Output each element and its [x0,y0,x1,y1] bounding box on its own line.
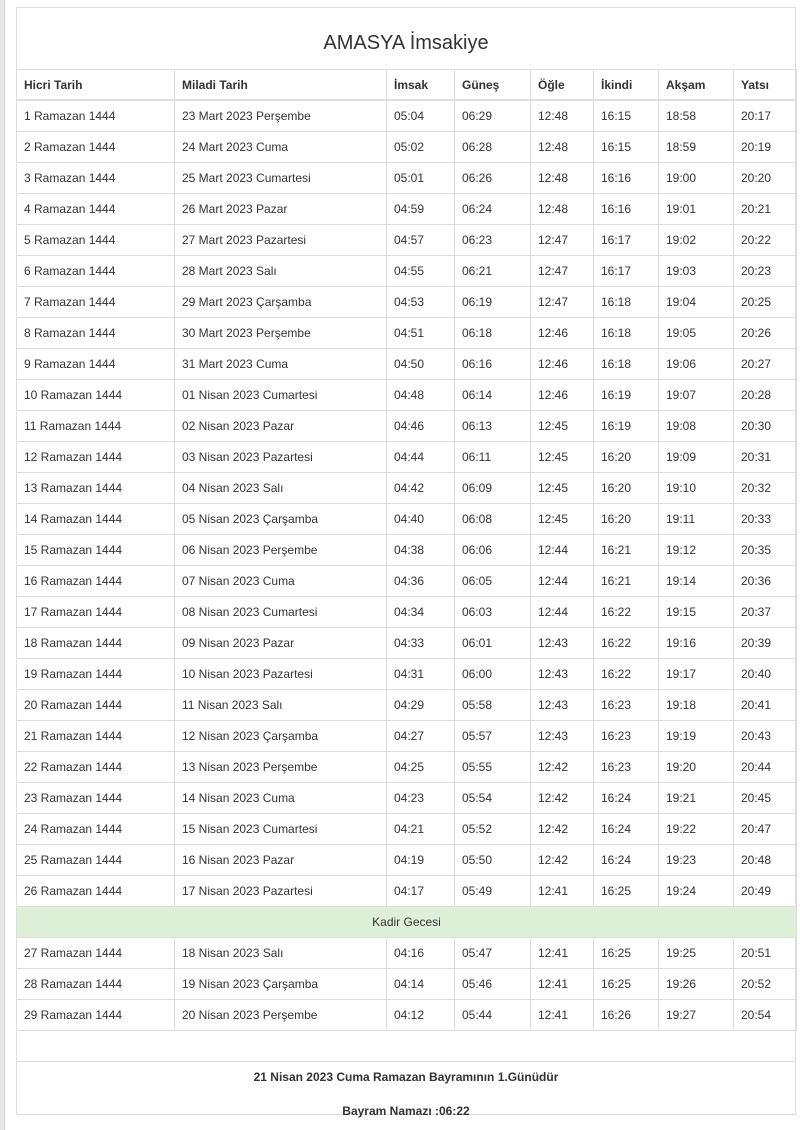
cell-miladi-tarih: 23 Mart 2023 Perşembe [175,100,387,132]
cell-yatsi: 20:36 [734,566,797,597]
cell-imsak: 04:42 [387,473,455,504]
cell-hicri-tarih: 26 Ramazan 1444 [17,876,175,907]
cell-ikindi: 16:18 [594,287,659,318]
table-row [17,752,797,783]
cell-ogle: 12:47 [531,256,594,287]
cell-imsak: 04:31 [387,659,455,690]
table-header [17,70,797,101]
cell-hicri-tarih: 23 Ramazan 1444 [17,783,175,814]
cell-aksam: 19:16 [659,628,734,659]
cell-aksam: 19:23 [659,845,734,876]
table-row [17,721,797,752]
footer-spacer [17,1031,795,1062]
bayram-namazi: Bayram Namazı :06:22 [342,1104,470,1118]
cell-ikindi: 16:22 [594,628,659,659]
cell-gunes: 06:26 [455,163,531,194]
cell-aksam: 19:20 [659,752,734,783]
cell-ikindi: 16:19 [594,411,659,442]
bayram-info: 21 Nisan 2023 Cuma Ramazan Bayramının 1.Günüdür [253,1070,559,1084]
cell-ogle: 12:41 [531,1000,594,1031]
cell-ogle: 12:42 [531,752,594,783]
cell-miladi-tarih: 18 Nisan 2023 Salı [175,938,387,969]
cell-ogle: 12:41 [531,969,594,1000]
cell-gunes: 06:28 [455,132,531,163]
cell-gunes: 06:14 [455,380,531,411]
cell-ogle: 12:48 [531,194,594,225]
cell-gunes: 05:47 [455,938,531,969]
cell-miladi-tarih: 05 Nisan 2023 Çarşamba [175,504,387,535]
cell-hicri-tarih: 24 Ramazan 1444 [17,814,175,845]
cell-gunes: 05:52 [455,814,531,845]
cell-imsak: 05:04 [387,100,455,132]
imsakiye-panel [16,7,796,1118]
cell-imsak: 05:01 [387,163,455,194]
table-row [17,132,797,163]
cell-hicri-tarih: 3 Ramazan 1444 [17,163,175,194]
table-row [17,535,797,566]
header-ikindi: İkindi [594,70,659,101]
cell-miladi-tarih: 04 Nisan 2023 Salı [175,473,387,504]
cell-gunes: 06:05 [455,566,531,597]
cell-aksam: 19:14 [659,566,734,597]
cell-gunes: 05:46 [455,969,531,1000]
cell-gunes: 06:13 [455,411,531,442]
cell-hicri-tarih: 14 Ramazan 1444 [17,504,175,535]
cell-hicri-tarih: 5 Ramazan 1444 [17,225,175,256]
cell-gunes: 06:19 [455,287,531,318]
cell-aksam: 19:00 [659,163,734,194]
cell-miladi-tarih: 12 Nisan 2023 Çarşamba [175,721,387,752]
cell-ikindi: 16:21 [594,566,659,597]
cell-hicri-tarih: 21 Ramazan 1444 [17,721,175,752]
table-row [17,256,797,287]
cell-yatsi: 20:27 [734,349,797,380]
table-row [17,783,797,814]
cell-yatsi: 20:44 [734,752,797,783]
cell-yatsi: 20:33 [734,504,797,535]
cell-miladi-tarih: 10 Nisan 2023 Pazartesi [175,659,387,690]
cell-imsak: 04:57 [387,225,455,256]
cell-aksam: 19:04 [659,287,734,318]
cell-ikindi: 16:17 [594,225,659,256]
cell-imsak: 04:48 [387,380,455,411]
cell-ogle: 12:45 [531,442,594,473]
cell-hicri-tarih: 8 Ramazan 1444 [17,318,175,349]
cell-gunes: 05:54 [455,783,531,814]
cell-miladi-tarih: 24 Mart 2023 Cuma [175,132,387,163]
cell-hicri-tarih: 15 Ramazan 1444 [17,535,175,566]
cell-ogle: 12:48 [531,132,594,163]
cell-ogle: 12:43 [531,628,594,659]
cell-gunes: 06:21 [455,256,531,287]
cell-ogle: 12:43 [531,659,594,690]
cell-imsak: 04:16 [387,938,455,969]
cell-imsak: 04:14 [387,969,455,1000]
cell-hicri-tarih: 10 Ramazan 1444 [17,380,175,411]
cell-gunes: 06:06 [455,535,531,566]
cell-aksam: 19:12 [659,535,734,566]
cell-ikindi: 16:26 [594,1000,659,1031]
cell-miladi-tarih: 26 Mart 2023 Pazar [175,194,387,225]
table-row [17,504,797,535]
cell-ogle: 12:41 [531,876,594,907]
cell-ikindi: 16:23 [594,721,659,752]
header-yatsi: Yatsı [734,70,797,101]
cell-imsak: 04:51 [387,318,455,349]
cell-miladi-tarih: 17 Nisan 2023 Pazartesi [175,876,387,907]
cell-miladi-tarih: 31 Mart 2023 Cuma [175,349,387,380]
cell-imsak: 04:53 [387,287,455,318]
table-row [17,163,797,194]
cell-hicri-tarih: 20 Ramazan 1444 [17,690,175,721]
cell-yatsi: 20:17 [734,100,797,132]
cell-ogle: 12:45 [531,411,594,442]
cell-miladi-tarih: 13 Nisan 2023 Perşembe [175,752,387,783]
cell-hicri-tarih: 17 Ramazan 1444 [17,597,175,628]
cell-ikindi: 16:23 [594,690,659,721]
cell-ikindi: 16:24 [594,814,659,845]
cell-ogle: 12:47 [531,225,594,256]
cell-yatsi: 20:28 [734,380,797,411]
cell-ikindi: 16:25 [594,938,659,969]
cell-miladi-tarih: 16 Nisan 2023 Pazar [175,845,387,876]
cell-ogle: 12:41 [531,938,594,969]
cell-yatsi: 20:35 [734,535,797,566]
cell-aksam: 19:19 [659,721,734,752]
cell-hicri-tarih: 9 Ramazan 1444 [17,349,175,380]
cell-yatsi: 20:22 [734,225,797,256]
table-row [17,876,797,907]
cell-hicri-tarih: 4 Ramazan 1444 [17,194,175,225]
cell-aksam: 19:27 [659,1000,734,1031]
cell-gunes: 05:50 [455,845,531,876]
cell-miladi-tarih: 02 Nisan 2023 Pazar [175,411,387,442]
cell-yatsi: 20:48 [734,845,797,876]
cell-hicri-tarih: 1 Ramazan 1444 [17,100,175,132]
cell-miladi-tarih: 07 Nisan 2023 Cuma [175,566,387,597]
cell-hicri-tarih: 18 Ramazan 1444 [17,628,175,659]
cell-gunes: 06:11 [455,442,531,473]
table-row [17,318,797,349]
cell-aksam: 19:22 [659,814,734,845]
kadir-gecesi-label: Kadir Gecesi [17,907,797,938]
cell-miladi-tarih: 30 Mart 2023 Perşembe [175,318,387,349]
cell-ogle: 12:42 [531,783,594,814]
cell-aksam: 19:26 [659,969,734,1000]
cell-yatsi: 20:19 [734,132,797,163]
cell-imsak: 05:02 [387,132,455,163]
cell-yatsi: 20:43 [734,721,797,752]
cell-miladi-tarih: 25 Mart 2023 Cumartesi [175,163,387,194]
header-row [17,70,797,101]
cell-imsak: 04:40 [387,504,455,535]
cell-ogle: 12:48 [531,163,594,194]
cell-ogle: 12:43 [531,690,594,721]
cell-ogle: 12:45 [531,473,594,504]
cell-ikindi: 16:19 [594,380,659,411]
cell-ikindi: 16:21 [594,535,659,566]
cell-ikindi: 16:16 [594,163,659,194]
cell-ogle: 12:42 [531,845,594,876]
cell-ogle: 12:44 [531,566,594,597]
cell-yatsi: 20:47 [734,814,797,845]
cell-imsak: 04:27 [387,721,455,752]
cell-gunes: 05:44 [455,1000,531,1031]
cell-miladi-tarih: 01 Nisan 2023 Cumartesi [175,380,387,411]
cell-yatsi: 20:21 [734,194,797,225]
table-row [17,969,797,1000]
cell-yatsi: 20:45 [734,783,797,814]
cell-aksam: 19:09 [659,442,734,473]
cell-miladi-tarih: 14 Nisan 2023 Cuma [175,783,387,814]
cell-imsak: 04:19 [387,845,455,876]
header-gunes: Güneş [455,70,531,101]
cell-gunes: 06:00 [455,659,531,690]
cell-aksam: 19:15 [659,597,734,628]
cell-yatsi: 20:26 [734,318,797,349]
table-row [17,690,797,721]
page-title: AMASYA İmsakiye [323,32,489,54]
cell-imsak: 04:21 [387,814,455,845]
cell-aksam: 19:08 [659,411,734,442]
cell-yatsi: 20:37 [734,597,797,628]
cell-ikindi: 16:22 [594,659,659,690]
cell-miladi-tarih: 06 Nisan 2023 Perşembe [175,535,387,566]
cell-miladi-tarih: 29 Mart 2023 Çarşamba [175,287,387,318]
cell-ogle: 12:46 [531,349,594,380]
cell-aksam: 19:17 [659,659,734,690]
cell-hicri-tarih: 13 Ramazan 1444 [17,473,175,504]
cell-imsak: 04:38 [387,535,455,566]
cell-gunes: 06:16 [455,349,531,380]
table-row [17,287,797,318]
cell-gunes: 06:01 [455,628,531,659]
table-row [17,938,797,969]
table-row [17,845,797,876]
cell-aksam: 19:21 [659,783,734,814]
cell-hicri-tarih: 27 Ramazan 1444 [17,938,175,969]
cell-miladi-tarih: 20 Nisan 2023 Perşembe [175,1000,387,1031]
cell-aksam: 18:58 [659,100,734,132]
cell-ikindi: 16:24 [594,845,659,876]
cell-hicri-tarih: 22 Ramazan 1444 [17,752,175,783]
cell-ikindi: 16:15 [594,100,659,132]
cell-ogle: 12:46 [531,380,594,411]
cell-aksam: 19:25 [659,938,734,969]
cell-gunes: 06:23 [455,225,531,256]
cell-hicri-tarih: 28 Ramazan 1444 [17,969,175,1000]
cell-hicri-tarih: 19 Ramazan 1444 [17,659,175,690]
cell-aksam: 18:59 [659,132,734,163]
cell-ikindi: 16:20 [594,504,659,535]
table-row [17,349,797,380]
cell-aksam: 19:10 [659,473,734,504]
cell-gunes: 06:24 [455,194,531,225]
imsakiye-table [16,69,797,1031]
cell-yatsi: 20:49 [734,876,797,907]
cell-gunes: 05:58 [455,690,531,721]
kadir-gecesi-row [17,907,797,938]
table-row [17,597,797,628]
cell-imsak: 04:36 [387,566,455,597]
cell-aksam: 19:02 [659,225,734,256]
cell-ogle: 12:43 [531,721,594,752]
cell-imsak: 04:46 [387,411,455,442]
table-row [17,659,797,690]
cell-imsak: 04:17 [387,876,455,907]
cell-aksam: 19:06 [659,349,734,380]
cell-ikindi: 16:20 [594,473,659,504]
cell-imsak: 04:23 [387,783,455,814]
cell-yatsi: 20:54 [734,1000,797,1031]
cell-aksam: 19:03 [659,256,734,287]
cell-imsak: 04:12 [387,1000,455,1031]
cell-aksam: 19:18 [659,690,734,721]
cell-miladi-tarih: 28 Mart 2023 Salı [175,256,387,287]
cell-aksam: 19:05 [659,318,734,349]
cell-gunes: 06:29 [455,100,531,132]
cell-miladi-tarih: 11 Nisan 2023 Salı [175,690,387,721]
cell-gunes: 06:18 [455,318,531,349]
cell-yatsi: 20:40 [734,659,797,690]
cell-ikindi: 16:18 [594,318,659,349]
cell-yatsi: 20:20 [734,163,797,194]
cell-imsak: 04:34 [387,597,455,628]
cell-aksam: 19:01 [659,194,734,225]
cell-hicri-tarih: 7 Ramazan 1444 [17,287,175,318]
cell-gunes: 06:03 [455,597,531,628]
cell-ikindi: 16:16 [594,194,659,225]
cell-ogle: 12:44 [531,597,594,628]
cell-imsak: 04:59 [387,194,455,225]
cell-ikindi: 16:25 [594,876,659,907]
table-body [17,100,797,1031]
header-ogle: Öğle [531,70,594,101]
cell-ogle: 12:47 [531,287,594,318]
cell-miladi-tarih: 09 Nisan 2023 Pazar [175,628,387,659]
table-row [17,380,797,411]
cell-ogle: 12:42 [531,814,594,845]
cell-yatsi: 20:23 [734,256,797,287]
cell-hicri-tarih: 29 Ramazan 1444 [17,1000,175,1031]
cell-ikindi: 16:22 [594,597,659,628]
cell-gunes: 05:57 [455,721,531,752]
cell-yatsi: 20:39 [734,628,797,659]
cell-hicri-tarih: 2 Ramazan 1444 [17,132,175,163]
cell-hicri-tarih: 6 Ramazan 1444 [17,256,175,287]
cell-yatsi: 20:41 [734,690,797,721]
cell-gunes: 06:08 [455,504,531,535]
cell-ikindi: 16:18 [594,349,659,380]
cell-imsak: 04:55 [387,256,455,287]
cell-ikindi: 16:15 [594,132,659,163]
table-row [17,442,797,473]
cell-imsak: 04:25 [387,752,455,783]
cell-ogle: 12:44 [531,535,594,566]
cell-miladi-tarih: 19 Nisan 2023 Çarşamba [175,969,387,1000]
cell-miladi-tarih: 03 Nisan 2023 Pazartesi [175,442,387,473]
cell-hicri-tarih: 11 Ramazan 1444 [17,411,175,442]
cell-ikindi: 16:20 [594,442,659,473]
cell-yatsi: 20:30 [734,411,797,442]
cell-ikindi: 16:23 [594,752,659,783]
cell-gunes: 06:09 [455,473,531,504]
cell-imsak: 04:50 [387,349,455,380]
cell-yatsi: 20:51 [734,938,797,969]
cell-imsak: 04:29 [387,690,455,721]
header-imsak: İmsak [387,70,455,101]
cell-hicri-tarih: 25 Ramazan 1444 [17,845,175,876]
cell-gunes: 05:49 [455,876,531,907]
table-row [17,814,797,845]
cell-aksam: 19:24 [659,876,734,907]
table-row [17,411,797,442]
table-row [17,566,797,597]
page-edge-line [4,0,5,1130]
cell-ikindi: 16:24 [594,783,659,814]
cell-miladi-tarih: 15 Nisan 2023 Cumartesi [175,814,387,845]
cell-hicri-tarih: 16 Ramazan 1444 [17,566,175,597]
cell-gunes: 05:55 [455,752,531,783]
header-aksam: Akşam [659,70,734,101]
table-row [17,628,797,659]
header-miladi-tarih: Miladi Tarih [175,70,387,101]
table-row [17,100,797,132]
cell-ogle: 12:46 [531,318,594,349]
cell-hicri-tarih: 12 Ramazan 1444 [17,442,175,473]
cell-imsak: 04:33 [387,628,455,659]
table-row [17,473,797,504]
cell-miladi-tarih: 08 Nisan 2023 Cumartesi [175,597,387,628]
table-row [17,225,797,256]
cell-yatsi: 20:25 [734,287,797,318]
header-hicri-tarih: Hicri Tarih [17,70,175,101]
cell-yatsi: 20:32 [734,473,797,504]
cell-ogle: 12:48 [531,100,594,132]
table-row [17,1000,797,1031]
cell-ikindi: 16:17 [594,256,659,287]
cell-imsak: 04:44 [387,442,455,473]
cell-yatsi: 20:52 [734,969,797,1000]
cell-miladi-tarih: 27 Mart 2023 Pazartesi [175,225,387,256]
cell-ikindi: 16:25 [594,969,659,1000]
cell-aksam: 19:11 [659,504,734,535]
cell-ogle: 12:45 [531,504,594,535]
cell-yatsi: 20:31 [734,442,797,473]
table-row [17,194,797,225]
cell-aksam: 19:07 [659,380,734,411]
